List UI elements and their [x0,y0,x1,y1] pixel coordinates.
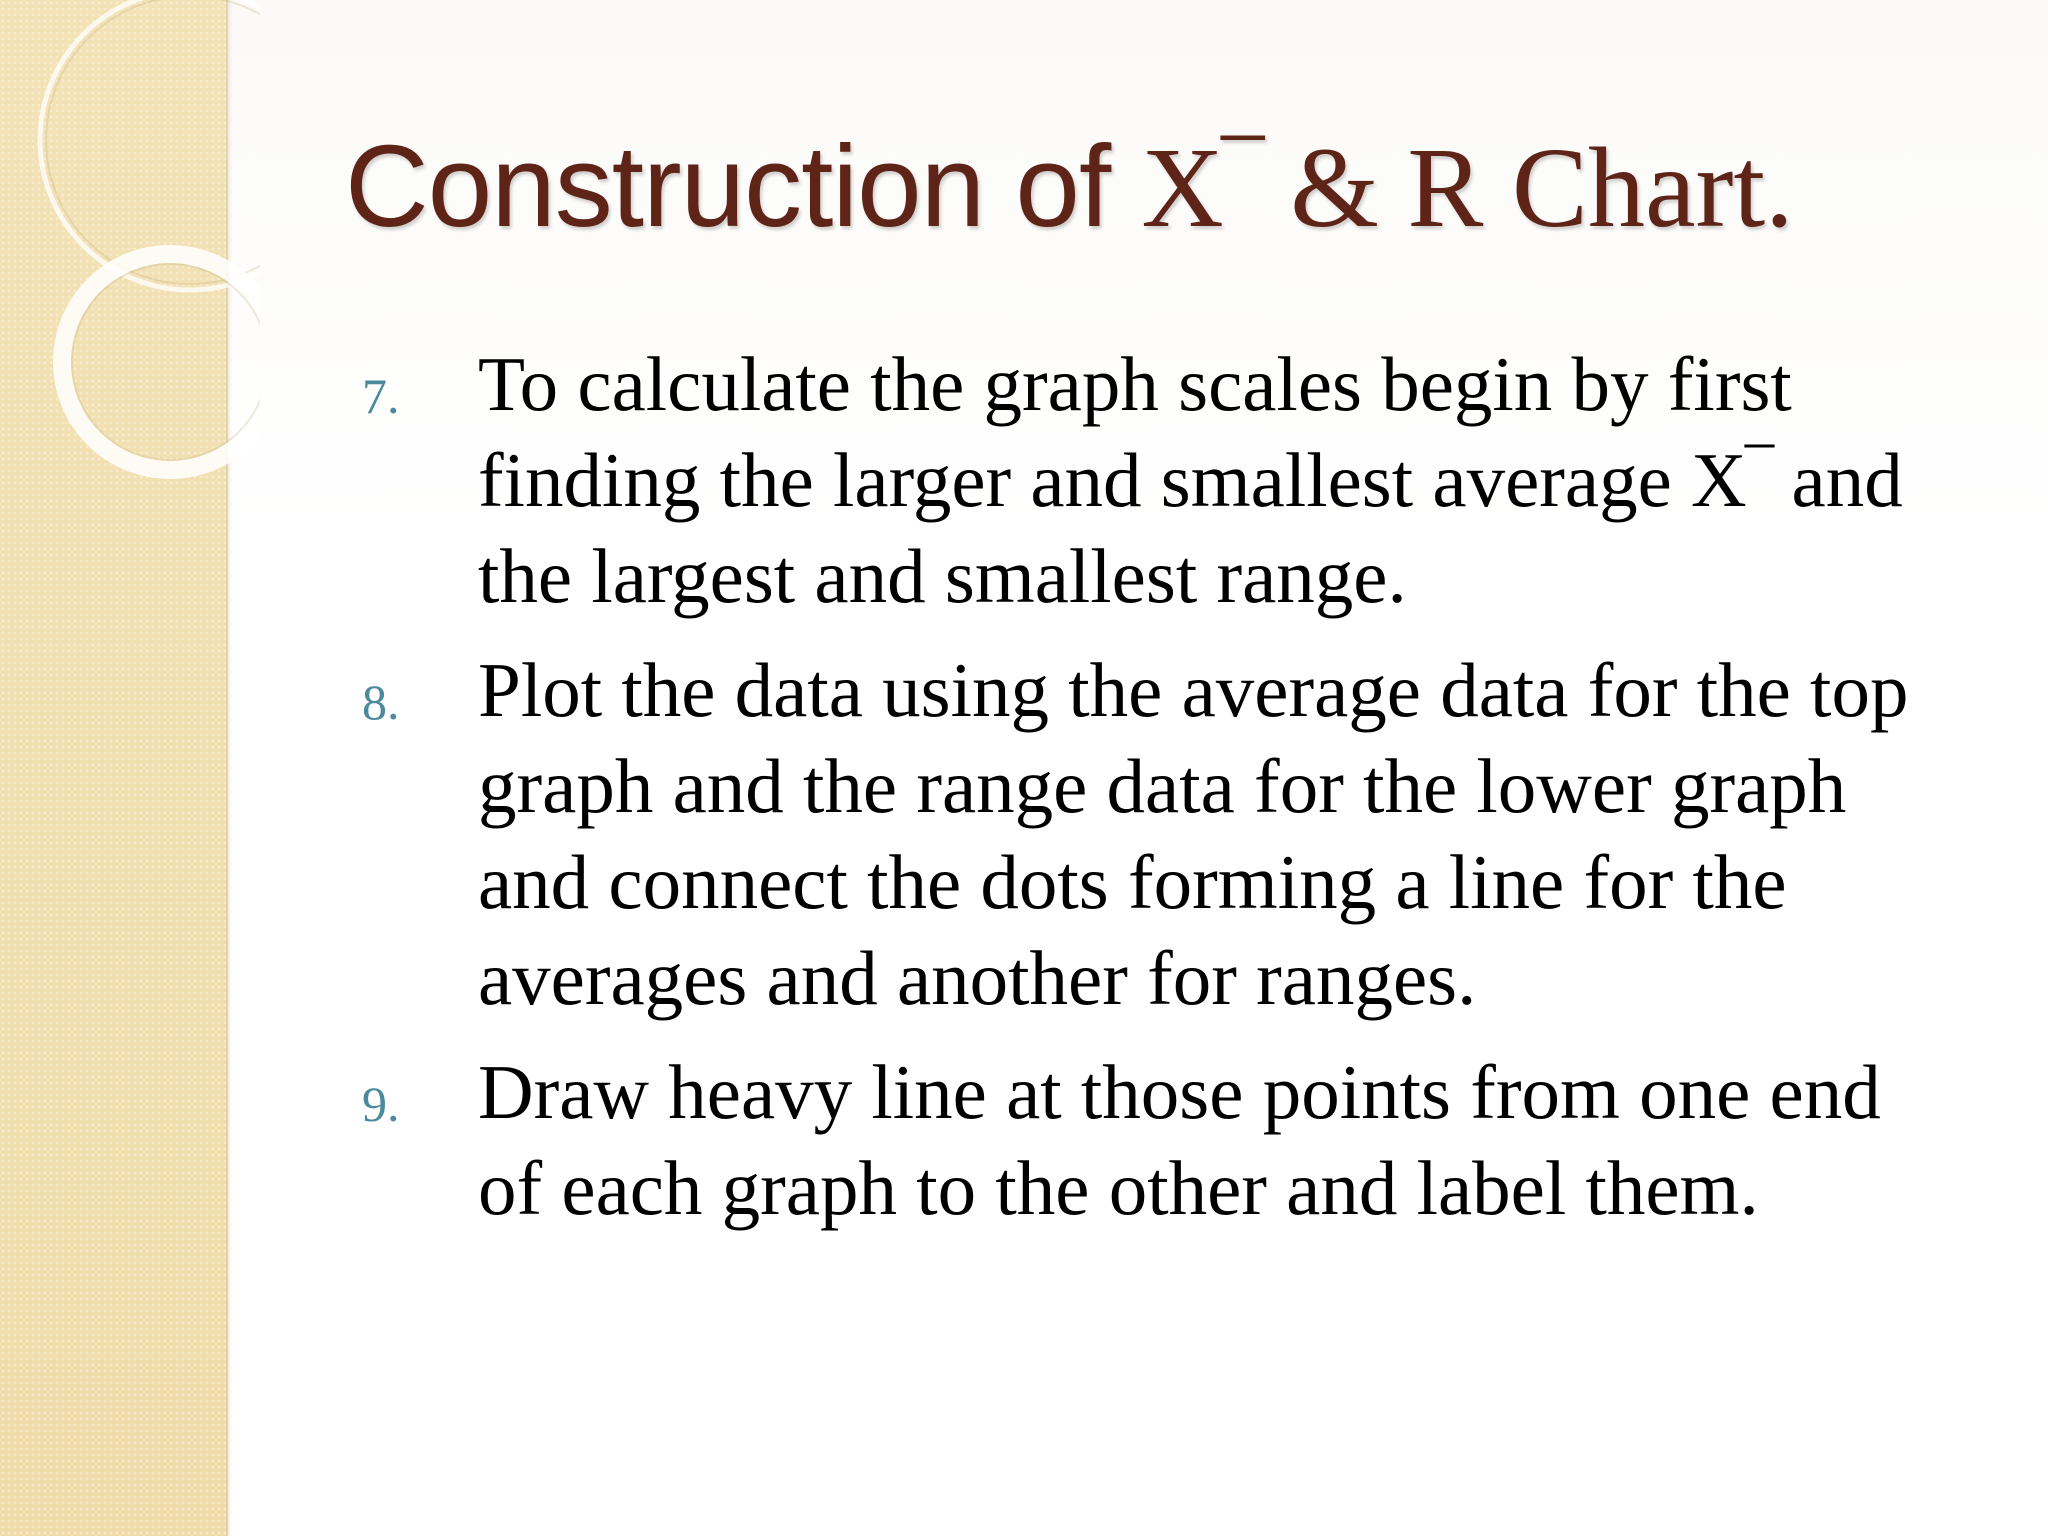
large-ring [40,0,260,290]
list-item-number: 8. [362,674,400,730]
slide-title [345,121,1794,251]
list-item-text: Draw heavy line at those points from one end of each graph to the other and label them. [478,1049,1881,1231]
list-item-number: 9. [362,1076,400,1132]
list-item-text: Plot the data using the average data for the top graph and the range data for the lower graph and connect the dots forming a line for the averages and another for ranges. [478,647,1909,1021]
list-item-text: To calculate the graph scales begin by first finding the larger and smallest average X‾ and the largest and smallest range. [478,341,1903,619]
slide-title-suffix: X‾ & R Chart. [1141,124,1794,251]
list-item-number: 7. [362,368,400,424]
slide-title-prefix: Construction of [345,121,1142,251]
small-ring-shadow [72,264,260,460]
decorative-rings-graphic [0,0,260,520]
